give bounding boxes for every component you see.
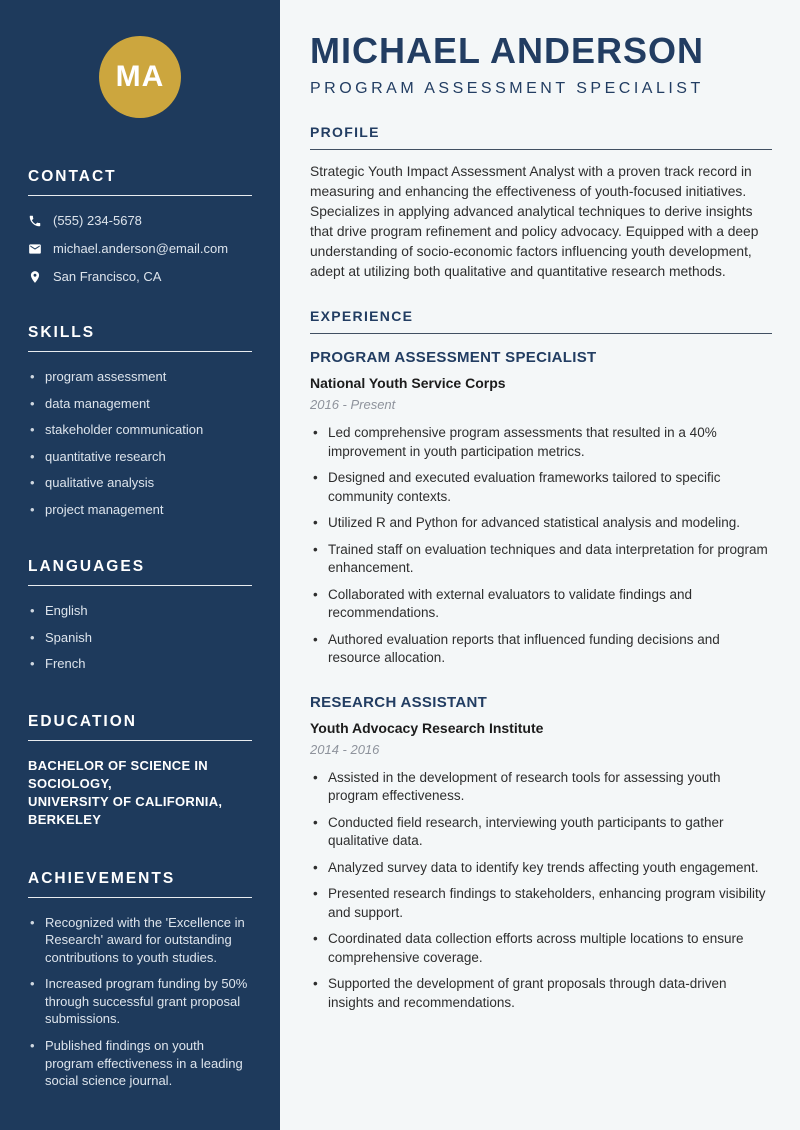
skills-list — [28, 368, 252, 518]
job-bullet: • Authored evaluation reports that influenced funding decisions and resource allocation. — [310, 631, 772, 668]
contact-section — [28, 168, 252, 284]
experience-section — [310, 308, 772, 1012]
job-bullet: • Collaborated with external evaluators to validate findings and recommendations. — [310, 586, 772, 623]
section-divider — [28, 897, 252, 898]
contact-row-location — [28, 269, 252, 284]
languages-list — [28, 602, 252, 673]
section-divider — [28, 351, 252, 352]
job-dates: 2014 - 2016 — [310, 741, 380, 757]
location-text: San Francisco, CA — [53, 269, 162, 284]
skill-item: • qualitative analysis — [28, 474, 252, 492]
achievements-section — [28, 870, 252, 1090]
achievement-item: • Increased program funding by 50% through successful grant proposal submissions. — [28, 975, 252, 1028]
contact-row-email — [28, 241, 252, 256]
languages-heading: LANGUAGES — [28, 558, 146, 576]
job-dates: 2016 - Present — [310, 397, 396, 413]
skill-item: • quantitative research — [28, 448, 252, 466]
job-bullet-list — [310, 424, 772, 668]
contact-heading: CONTACT — [28, 168, 117, 185]
skill-item: • project management — [28, 501, 252, 519]
language-item: • English — [28, 602, 252, 620]
profile-summary: Strategic Youth Impact Assessment Analyst with a proven track record in measuring and enhancing the effectiveness of youth-focused initiatives. Specializes in applying advanced analytical techniques to derive insights that drive program refinement and policy advocacy. Equipped with a deep understanding of socio-economic factors influencing youth development, adept at utilizing both qualitative and quantitative research methods. — [310, 164, 759, 280]
contact-list — [28, 213, 252, 284]
skill-item: • program assessment — [28, 368, 252, 386]
section-divider — [310, 333, 772, 334]
education-degree: BACHELOR OF SCIENCE IN SOCIOLOGY, — [28, 757, 208, 792]
phone-icon — [28, 214, 42, 228]
job-bullet: • Coordinated data collection efforts across multiple locations to ensure comprehensive coverage. — [310, 930, 772, 967]
education-section — [28, 713, 252, 830]
profile-heading: PROFILE — [310, 124, 380, 141]
achievements-list — [28, 914, 252, 1090]
job-entry — [310, 694, 772, 1013]
job-title: RESEARCH ASSISTANT — [310, 693, 488, 711]
section-divider — [28, 195, 252, 196]
job-company: Youth Advocacy Research Institute — [310, 719, 544, 736]
job-bullet: • Analyzed survey data to identify key trends affecting youth engagement. — [310, 859, 772, 878]
languages-section — [28, 558, 252, 673]
phone-number: (555) 234-5678 — [53, 213, 142, 228]
job-bullet: • Utilized R and Python for advanced statistical analysis and modeling. — [310, 514, 772, 533]
job-bullet: • Supported the development of grant proposals through data-driven insights and recommendations. — [310, 975, 772, 1012]
job-bullet: • Conducted field research, interviewing youth participants to gather qualitative data. — [310, 814, 772, 851]
job-bullet-list — [310, 769, 772, 1013]
person-title: PROGRAM ASSESSMENT SPECIALIST — [310, 80, 704, 98]
achievement-item: • Published findings on youth program effectiveness in a leading social science journal. — [28, 1037, 252, 1090]
skills-heading: SKILLS — [28, 324, 96, 341]
job-bullet: • Presented research findings to stakeholders, enhancing program visibility and support. — [310, 885, 772, 922]
job-entry — [310, 349, 772, 668]
language-item: • French — [28, 655, 252, 673]
person-name: MICHAEL ANDERSON — [310, 30, 705, 71]
experience-heading: EXPERIENCE — [310, 308, 414, 325]
location-pin-icon — [28, 270, 42, 284]
education-school: UNIVERSITY OF CALIFORNIA, BERKELEY — [28, 794, 223, 828]
job-title: PROGRAM ASSESSMENT SPECIALIST — [310, 349, 597, 367]
education-entry — [28, 757, 252, 830]
job-bullet: • Led comprehensive program assessments that resulted in a 40% improvement in youth participation metrics. — [310, 424, 772, 461]
email-address: michael.anderson@email.com — [53, 241, 229, 256]
avatar-initials: MA — [115, 60, 165, 93]
job-bullet: • Trained staff on evaluation techniques and data interpretation for program enhancement. — [310, 541, 772, 578]
profile-section — [310, 124, 772, 282]
section-divider — [28, 740, 252, 741]
job-bullet: • Assisted in the development of research tools for assessing youth program effectiveness. — [310, 769, 772, 806]
section-divider — [310, 149, 772, 150]
avatar — [99, 36, 181, 118]
job-company: National Youth Service Corps — [310, 375, 506, 392]
achievement-item: • Recognized with the 'Excellence in Research' award for outstanding contributions to youth studies. — [28, 914, 252, 967]
main-content — [280, 0, 800, 1130]
skill-item: • data management — [28, 395, 252, 413]
email-icon — [28, 242, 42, 256]
achievements-heading: ACHIEVEMENTS — [28, 869, 176, 887]
sidebar — [0, 0, 280, 1130]
skill-item: • stakeholder communication — [28, 421, 252, 439]
job-bullet: • Designed and executed evaluation frameworks tailored to specific community contexts. — [310, 469, 772, 506]
contact-row-phone — [28, 213, 252, 228]
education-heading: EDUCATION — [28, 712, 137, 730]
skills-section — [28, 324, 252, 518]
language-item: • Spanish — [28, 629, 252, 647]
section-divider — [28, 585, 252, 586]
